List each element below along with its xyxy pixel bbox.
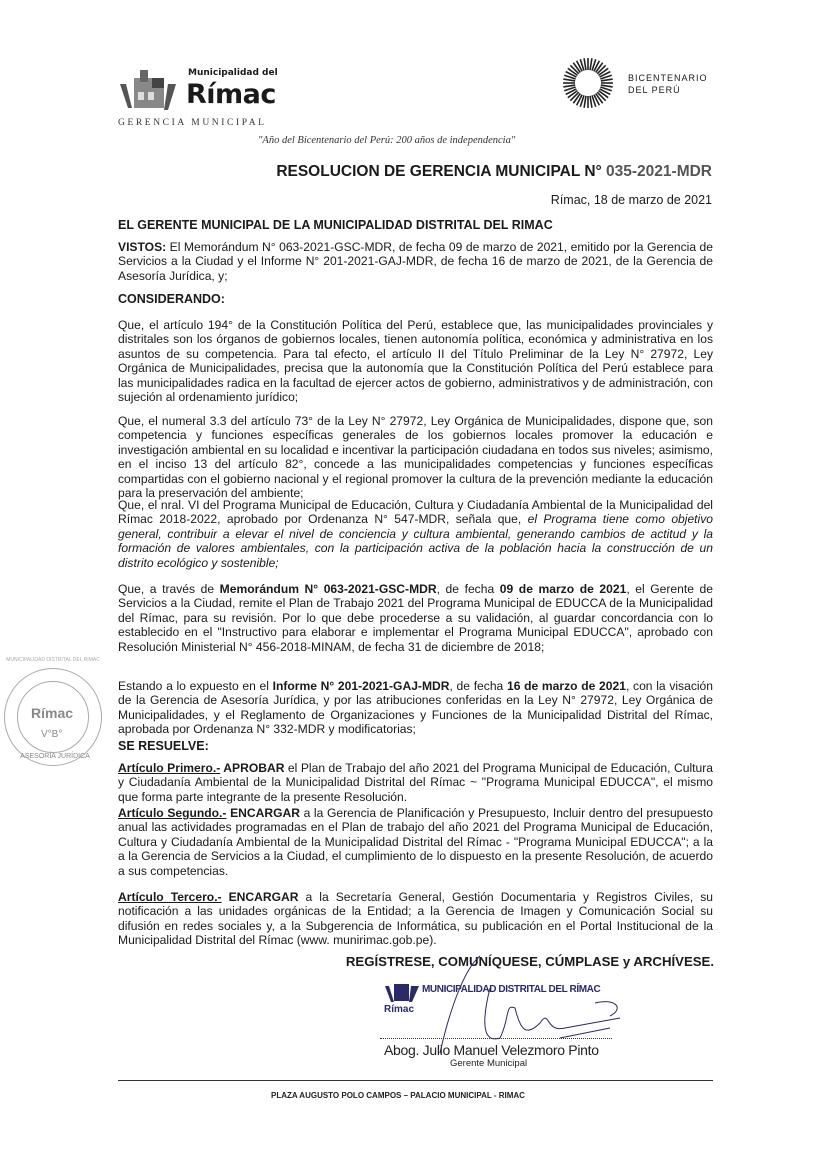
issuer-heading: EL GERENTE MUNICIPAL DE LA MUNICIPALIDAD DISTRITAL DEL RIMAC: [118, 218, 553, 232]
signature-line: [380, 1038, 612, 1039]
articulo-tercero-verb: ENCARGAR: [221, 890, 299, 904]
considerando-paragraph-5: [118, 679, 713, 737]
articulo-primero-verb: APROBAR: [220, 761, 285, 775]
considerando-paragraph-1: Que, el artículo 194° de la Constitución Política del Perú, establece que, las municipalidades provinciales y distritales son los órganos de gobiernos locales, tienen autonomía política, económica y administrativa en los asuntos de su competencia. Para tal efecto, el artículo II del Título Preliminar de la Ley N° 27972, Ley Orgánica de Municipalidades, precisa que la autonomía que la Constitución Política del Perú establece para las municipalidades radica en la facultad de ejercer actos de gobierno, administrativos y de administración, con sujeción al ordenamiento jurídico;: [118, 318, 713, 405]
vistos-paragraph: [118, 240, 713, 283]
side-stamp-vb: V°B°: [41, 729, 63, 740]
articulo-tercero-text: a la Secretaría General, Gestión Documentaria y Registros Civiles, su notificación a las unidades orgánicas de la Entidad; a la Gerencia de Imagen y Comunicación Social su difusión en redes sociales y, a la Subgerencia de Informática, su publicación en el Portal Institucional de la Municipalidad Distrital del Rímac (www. munirimac.gob.pe).: [118, 890, 713, 948]
articulo-primero: [118, 761, 713, 804]
closing-formula: REGÍSTRESE, COMUNÍQUESE, CÚMPLASE y ARCHÍVESE.: [345, 954, 714, 969]
footer-rule: [118, 1080, 713, 1081]
vistos-label: VISTOS:: [118, 240, 167, 254]
resolution-number: 035-2021-MDR: [606, 163, 712, 180]
logo-small-text: Municipalidad del: [188, 68, 278, 78]
logo-big-text: Rímac: [186, 79, 276, 110]
motto: "Año del Bicentenario del Perú: 200 años de independencia": [258, 135, 516, 146]
vistos-text: El Memorándum N° 063-2021-GSC-MDR, de fecha 09 de marzo de 2021, emitido por la Gerencia de Servicios a la Ciudad y el Informe N° 201-2021-GAJ-MDR, de fecha 16 de marzo de 2021, de la Gerencia de Asesoría Jurídica, y;: [118, 240, 713, 283]
considerando-paragraph-2: Que, el numeral 3.3 del artículo 73° de la Ley N° 27972, Ley Orgánica de Municipalidades, dispone que, son competencia y funciones específicas generales de los gobiernos locales promover la educación e investigación ambiental en su localidad e incentivar la participación ciudadana en todos sus niveles; asimismo, en el inciso 13 del artículo 82°, concede a las municipalidades competencias y funciones específicas compartidas con el gobierno nacional y el regional promover la cultura de la prevención mediante la educación para la preservación del ambiente;: [118, 414, 713, 501]
side-stamp-ring-bottom: ASESORÍA JURÍDICA: [20, 753, 90, 760]
p5-informe-date: 16 de marzo de 2021: [506, 679, 626, 693]
stamp-emblem-icon: [385, 982, 419, 1004]
p5-text-c: , de fecha: [449, 679, 507, 693]
articulo-segundo-label: Artículo Segundo.-: [118, 806, 227, 820]
title-prefix: RESOLUCION DE GERENCIA MUNICIPAL N°: [276, 163, 607, 180]
side-stamp-ring-top: MUNICIPALIDAD DISTRITAL DEL RIMAC: [6, 657, 100, 663]
p4-text-e: , el Gerente de Servicios a la Ciudad, remite el Plan de Trabajo 2021 del Programa Municipal de EDUCCA de la Municipalidad del Rímac, para su revisión. Por lo que debe procederse a su validación, al guardar concordancia con lo establecido en el "Instructivo para elaborar e implementar el Programa Municipal EDUCCA", aprobado con Resolución Ministerial N° 456-2018-MINAM, de fecha 31 de diciembre de 2018;: [118, 582, 713, 654]
side-stamp-logo: Rímac: [31, 705, 74, 721]
bicentenario-logo: [560, 56, 720, 110]
p5-text-e: , con la visación de la Gerencia de Asesoría Jurídica, y por las atribuciones conferidas en la Ley N° 27972, Ley Orgánica de Municipalidades, y el Reglamento de Organizaciones y Funciones de la Municipalidad Distrital del Rímac, aprobada por Ordenanza N° 332-MDR y modificatorias;: [118, 679, 714, 737]
bicentenario-line2: DEL PERÚ: [628, 85, 681, 95]
rimac-emblem-icon: [118, 68, 182, 112]
signature-block: [380, 978, 640, 1078]
p4-text-a: Que, a través de: [118, 582, 220, 596]
page-title: [276, 163, 712, 181]
stamp-title: MUNICIPALIDAD DISTRITAL DEL RÍMAC: [422, 984, 601, 995]
articulo-segundo-verb: ENCARGAR: [226, 806, 300, 820]
considerando-heading: CONSIDERANDO:: [118, 292, 225, 306]
signer-name: Abog. Julio Manuel Velezmoro Pinto: [384, 1042, 599, 1058]
p5-text-a: Estando a lo expuesto en el: [118, 679, 273, 693]
articulo-tercero-label: Artículo Tercero.-: [118, 890, 222, 904]
stamp-logo: Rímac: [384, 1004, 415, 1015]
articulo-segundo: [118, 806, 713, 878]
articulo-primero-label: Artículo Primero.-: [118, 761, 221, 775]
p3-text: Que, el nral. VI del Programa Municipal de Educación, Cultura y Ciudadanía Ambiental de la Municipalidad del Rímac 2018-2022, aprobado por Ordenanza N° 547-MDR, señala que,: [118, 498, 713, 527]
p4-memo-ref: Memorándum N° 063-2021-GSC-MDR: [219, 582, 437, 596]
bicentenario-sunburst-icon: [560, 56, 616, 110]
articulo-segundo-text: a la Gerencia de Planificación y Presupuesto, Incluir dentro del presupuesto anual las actividades programadas en el Plan de trabajo del año 2021 del Programa Municipal de Educación, Cultura y Ciudadanía Ambiental de la Municipalidad Distrital del Rímac - "Programa Municipal EDUCCA"; a la a la Gerencia de Servicios a la Ciudad, el cumplimiento de lo dispuesto en la presente Resolución, de acuerdo a sus competencias.: [118, 806, 713, 878]
document-date: Rímac, 18 de marzo de 2021: [550, 193, 712, 207]
bicentenario-line1: BICENTENARIO: [628, 73, 708, 83]
articulo-tercero: [118, 890, 713, 948]
p5-informe-ref: Informe N° 201-2021-GAJ-MDR: [272, 679, 450, 693]
rimac-logo: [118, 66, 278, 130]
footer-address: PLAZA AUGUSTO POLO CAMPOS – PALACIO MUNICIPAL - RIMAC: [271, 1091, 525, 1100]
articulo-primero-text: el Plan de Trabajo del año 2021 del Programa Municipal de Educación, Cultura y Ciudadanía Ambiental de la Municipalidad Distrital del Rímac ~ "Programa Municipal EDUCCA", el mismo que forma parte integrante de la presente Resolución.: [118, 761, 713, 804]
considerando-paragraph-4: [118, 582, 713, 654]
asesoria-juridica-stamp: [4, 657, 102, 766]
considerando-paragraph-3: [118, 498, 713, 570]
resuelve-heading: SE RESUELVE:: [118, 739, 209, 753]
logo-subtitle: GERENCIA MUNICIPAL: [118, 118, 267, 128]
p3-quote: el Programa tiene como objetivo general, contribuir a elevar el nivel de conciencia y cultura ambiental, generando cambios de actitud y la formación de valores ambientales, con la participación activa de la población hacia la construcción de un distrito ecológico y sostenible;: [118, 512, 713, 570]
p4-memo-date: 09 de marzo de 2021: [499, 582, 627, 596]
signer-role: Gerente Municipal: [450, 1058, 528, 1069]
p4-text-c: , de fecha: [436, 582, 500, 596]
